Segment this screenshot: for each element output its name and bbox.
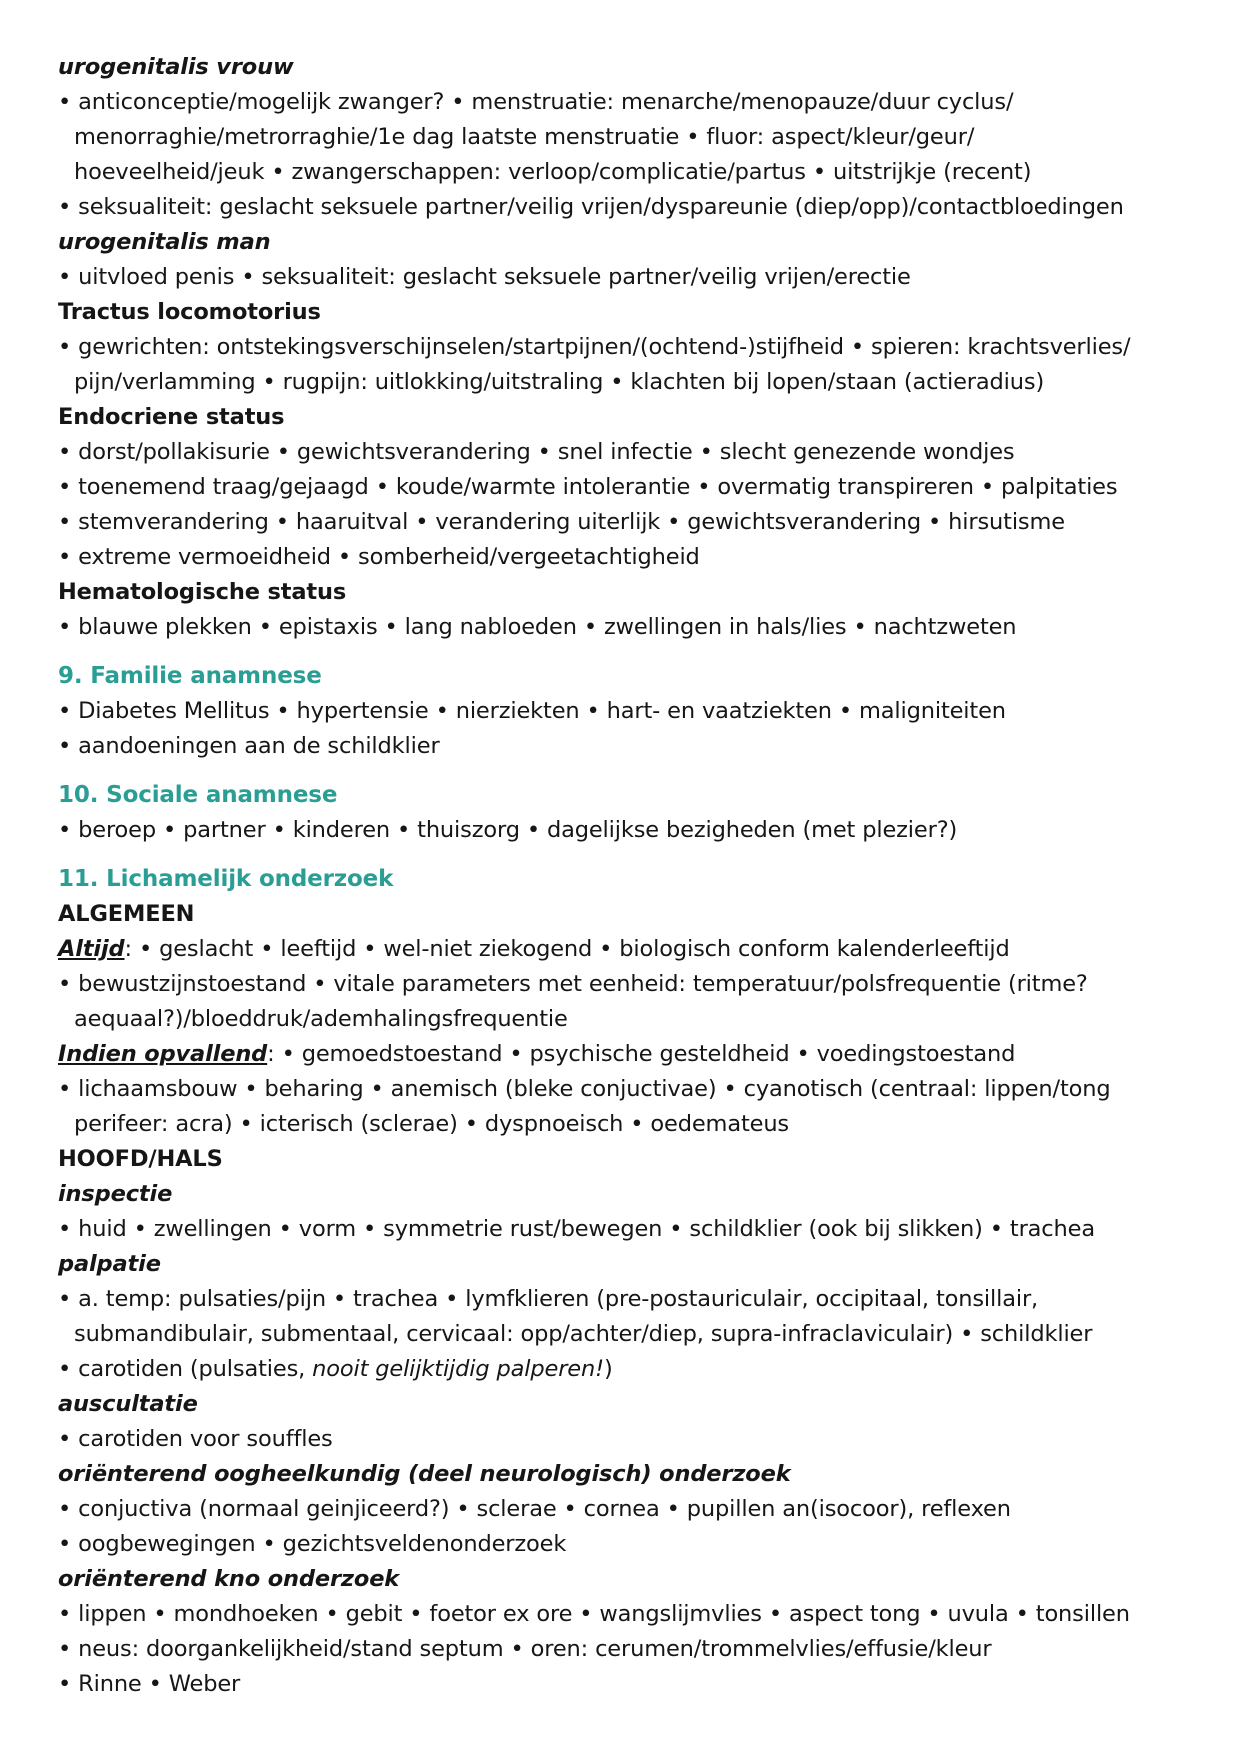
list-item: • seksualiteit: geslacht seksuele partner/veilig vrijen/dyspareunie (diep/opp)/contactbloedingen: [58, 194, 1124, 220]
subheading: oriënterend kno onderzoek: [58, 1566, 400, 1592]
item-label: Indien opvallend: [58, 1041, 268, 1067]
list-item-continuation: aequaal?)/bloeddruk/ademhalingsfrequentie: [74, 1006, 568, 1032]
list-item: • aandoeningen aan de schildklier: [58, 733, 440, 759]
item-text-end: ): [603, 1356, 613, 1382]
list-item-continuation: menorraghie/metrorraghie/1e dag laatste menstruatie • fluor: aspect/kleur/geur/: [74, 124, 975, 150]
list-item: • toenemend traag/gejaagd • koude/warmte intolerantie • overmatig transpireren • palpitaties: [58, 474, 1118, 500]
item-text: • carotiden (pulsaties,: [58, 1356, 313, 1382]
list-item-continuation: hoeveelheid/jeuk • zwangerschappen: verloop/complicatie/partus • uitstrijkje (recent): [74, 159, 1032, 185]
subheading: urogenitalis vrouw: [58, 54, 294, 80]
list-item: • dorst/pollakisurie • gewichtsverandering • snel infectie • slecht genezende wondjes: [58, 439, 1015, 465]
list-item-continuation: perifeer: acra) • icterisch (sclerae) • dyspnoeisch • oedemateus: [74, 1111, 790, 1137]
subheading: inspectie: [58, 1181, 173, 1207]
list-item: • huid • zwellingen • vorm • symmetrie rust/bewegen • schildklier (ook bij slikken) • trachea: [58, 1216, 1095, 1242]
list-item: • stemverandering • haaruitval • verandering uiterlijk • gewichtsverandering • hirsutisme: [58, 509, 1065, 535]
subheading: palpatie: [58, 1251, 161, 1277]
subheading: auscultatie: [58, 1391, 198, 1417]
list-item: • uitvloed penis • seksualiteit: geslacht seksuele partner/veilig vrijen/erectie: [58, 264, 911, 290]
list-item: • conjuctiva (normaal geinjiceerd?) • sclerae • cornea • pupillen an(isocoor), reflexen: [58, 1496, 1011, 1522]
list-item: • carotiden voor souffles: [58, 1426, 333, 1452]
labeled-list-item: [58, 1037, 1200, 1072]
list-item: • lippen • mondhoeken • gebit • foetor ex ore • wangslijmvlies • aspect tong • uvula • tonsillen: [58, 1601, 1130, 1627]
list-item: • a. temp: pulsaties/pijn • trachea • lymfklieren (pre-postauriculair, occipitaal, tonsillair,: [58, 1286, 1039, 1312]
subheading: urogenitalis man: [58, 229, 271, 255]
section-heading: 10. Sociale anamnese: [58, 782, 338, 808]
item-emphasis: nooit gelijktijdig palperen!: [312, 1356, 604, 1382]
list-item: • neus: doorgankelijkheid/stand septum • oren: cerumen/trommelvlies/effusie/kleur: [58, 1636, 992, 1662]
labeled-list-item: [58, 932, 1200, 967]
subsection-heading: Hematologische status: [58, 579, 347, 605]
list-item-continuation: pijn/verlamming • rugpijn: uitlokking/uitstraling • klachten bij lopen/staan (actieradius): [74, 369, 1045, 395]
list-item: • lichaamsbouw • beharing • anemisch (bleke conjuctivae) • cyanotisch (centraal: lippen/tong: [58, 1076, 1111, 1102]
section-heading: 11. Lichamelijk onderzoek: [58, 866, 394, 892]
list-item: • blauwe plekken • epistaxis • lang nabloeden • zwellingen in hals/lies • nachtzweten: [58, 614, 1017, 640]
list-item: • beroep • partner • kinderen • thuiszorg • dagelijkse bezigheden (met plezier?): [58, 817, 958, 843]
list-item: • Diabetes Mellitus • hypertensie • nierziekten • hart- en vaatziekten • maligniteiten: [58, 698, 1006, 724]
section-heading: 9. Familie anamnese: [58, 663, 322, 689]
list-item: [58, 1352, 1200, 1387]
subheading: oriënterend oogheelkundig (deel neurologisch) onderzoek: [58, 1461, 791, 1487]
list-item: • Rinne • Weber: [58, 1671, 241, 1697]
item-text: : • gemoedstoestand • psychische gesteldheid • voedingstoestand: [267, 1041, 1016, 1067]
item-label: Altijd: [58, 936, 125, 962]
subsection-heading: ALGEMEEN: [58, 901, 195, 927]
list-item-continuation: submandibulair, submentaal, cervicaal: opp/achter/diep, supra-infraclaviculair) • schildklier: [74, 1321, 1093, 1347]
item-text: : • geslacht • leeftijd • wel-niet ziekogend • biologisch conform kalenderleeftijd: [124, 936, 1010, 962]
list-item: • extreme vermoeidheid • somberheid/vergeetachtigheid: [58, 544, 700, 570]
list-item: • gewrichten: ontstekingsverschijnselen/startpijnen/(ochtend-)stijfheid • spieren: krachtsverlies/: [58, 334, 1131, 360]
subsection-heading: HOOFD/HALS: [58, 1146, 223, 1172]
list-item: • anticonceptie/mogelijk zwanger? • menstruatie: menarche/menopauze/duur cyclus/: [58, 89, 1014, 115]
subsection-heading: Tractus locomotorius: [58, 299, 321, 325]
subsection-heading: Endocriene status: [58, 404, 285, 430]
list-item: • bewustzijnstoestand • vitale parameters met eenheid: temperatuur/polsfrequentie (ritme?: [58, 971, 1088, 997]
list-item: • oogbewegingen • gezichtsveldenonderzoek: [58, 1531, 567, 1557]
